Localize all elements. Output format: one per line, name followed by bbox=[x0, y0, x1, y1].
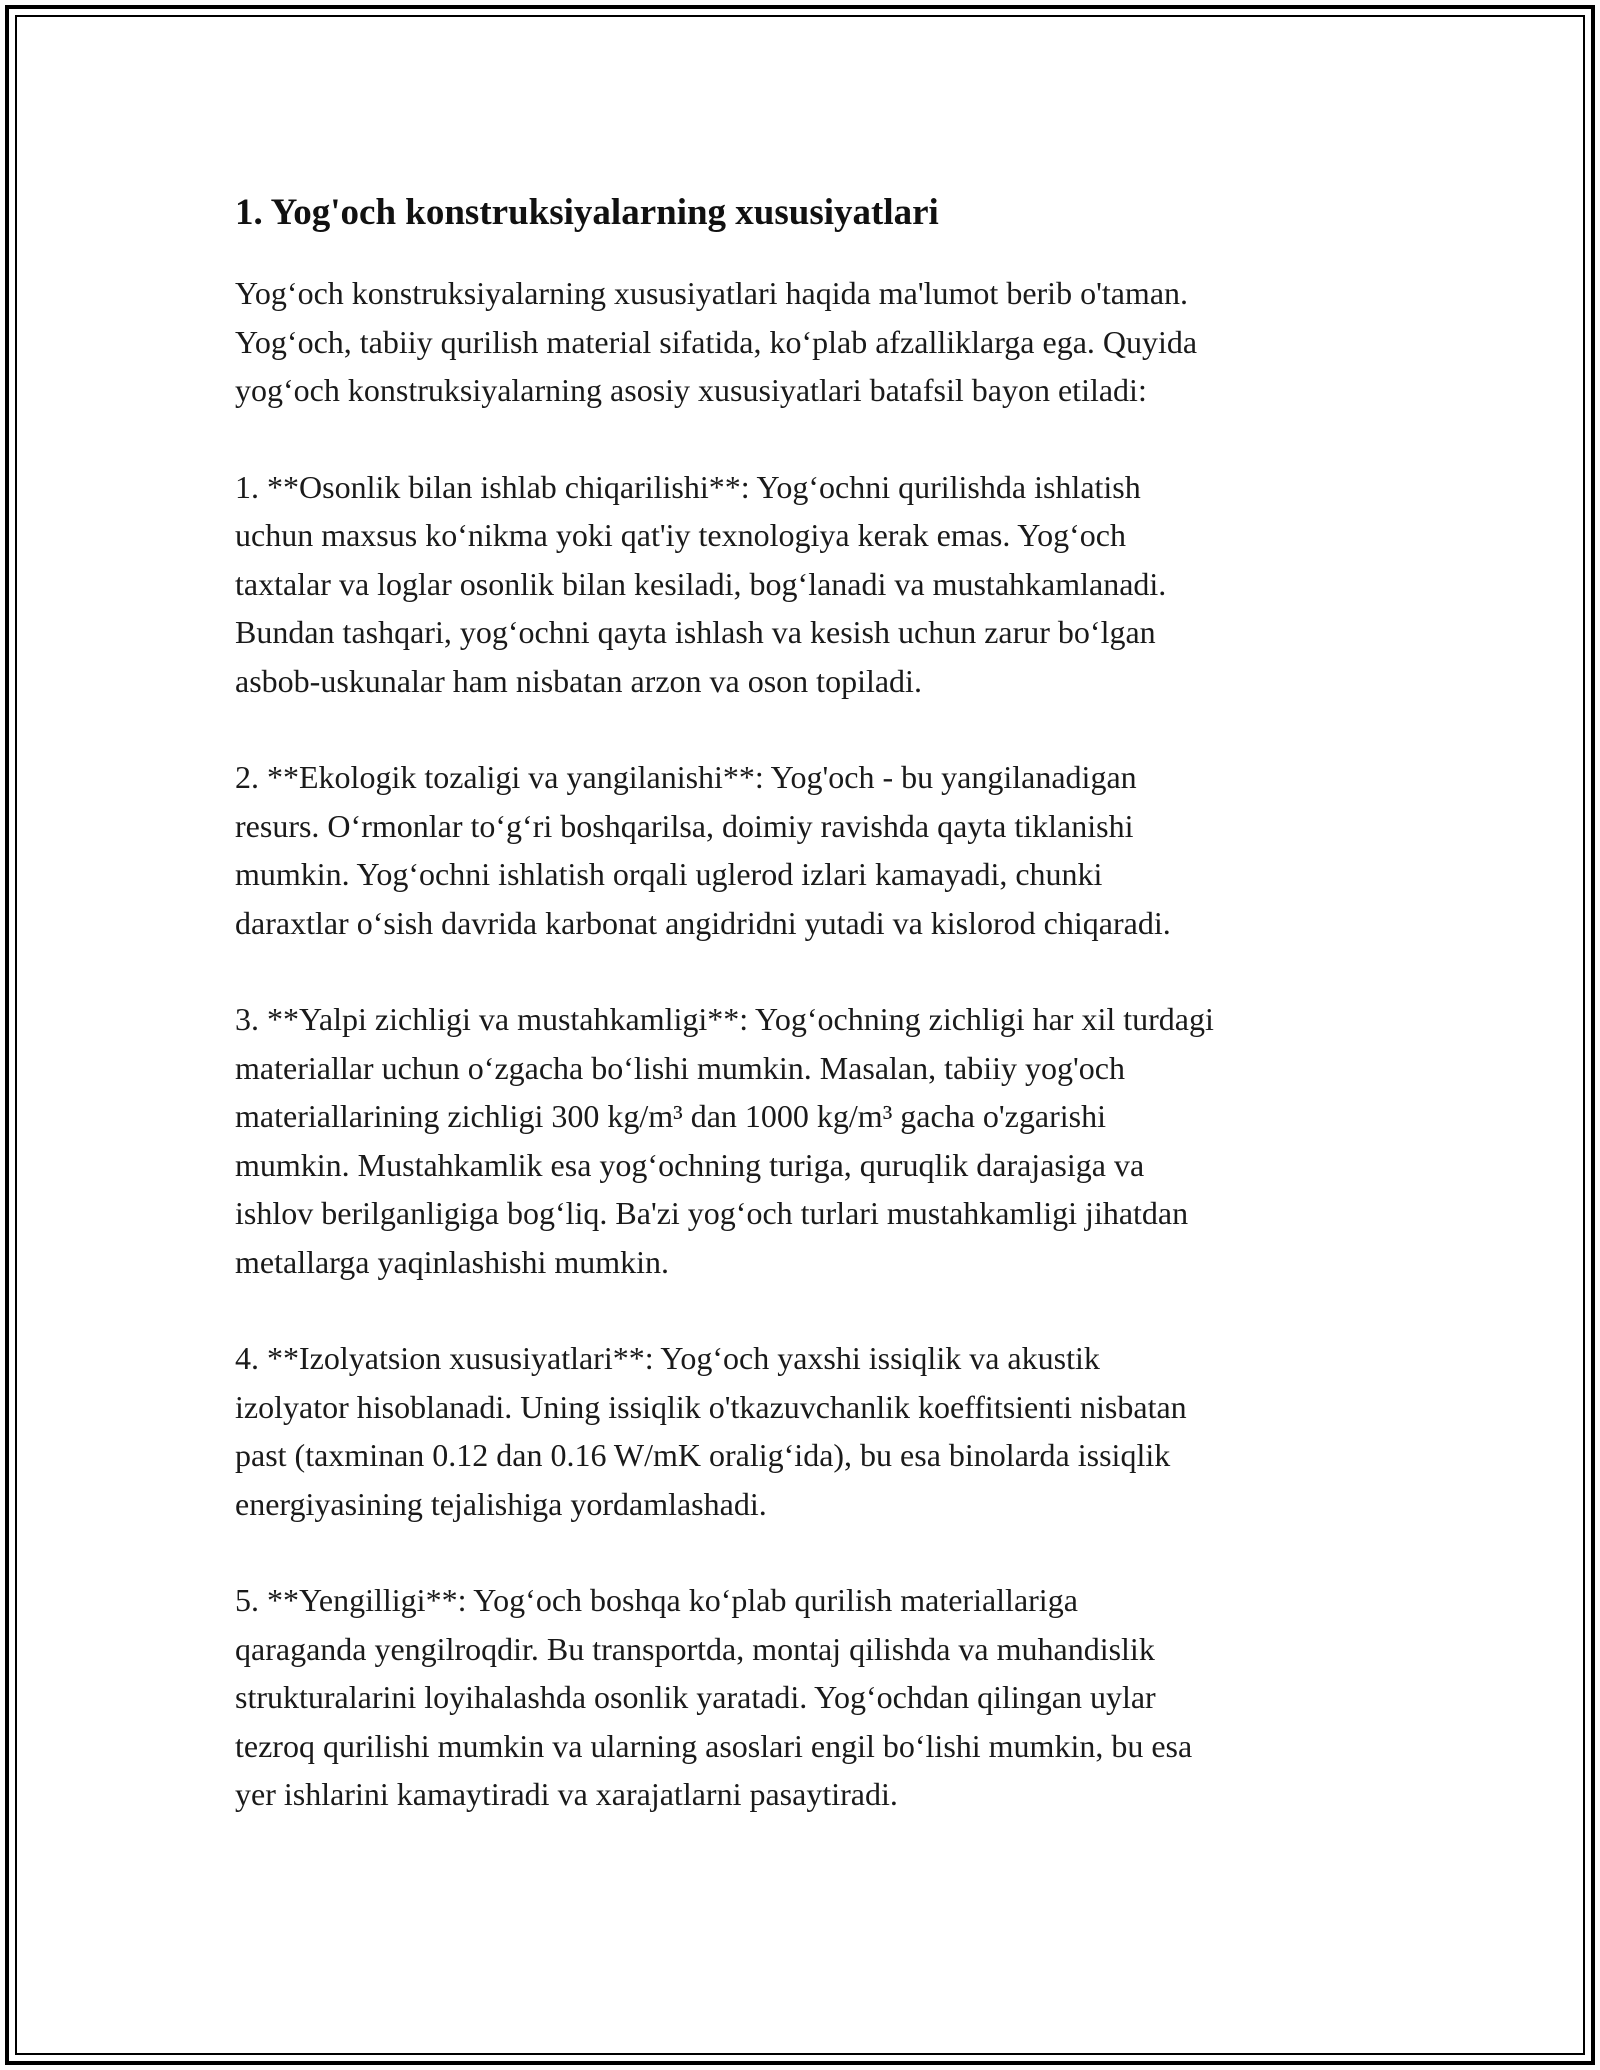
document-body bbox=[235, 187, 1375, 1819]
paragraph-2: 2. **Ekologik tozaligi va yangilanishi**: Yog'och - bu yangilanadigan resurs. O‘rmonlar to‘g‘ri boshqarilsa, doimiy ravishda qayta tiklanishi mumkin. Yog‘ochni ishlatish orqali uglerod izlari kamayadi, chunki daraxtlar o‘sish davrida karbonat angidridni yutadi va kislorod chiqaradi. bbox=[235, 759, 1171, 941]
document-title: 1. Yog'och konstruksiyalarning xususiyatlari bbox=[235, 192, 939, 233]
paragraph-3: 3. **Yalpi zichligi va mustahkamligi**: Yog‘ochning zichligi har xil turdagi materiallar uchun o‘zgacha bo‘lishi mumkin. Masalan, tabiiy yog'och materiallarining zichligi 300 kg/m³ dan 1000 kg/m³ gacha o'zgarishi mumkin. Mustahkamlik esa yog‘ochning turiga, quruqlik darajasiga va ishlov berilganligiga bog‘liq. Ba'zi yog‘och turlari mustahkamligi jihatdan metallarga yaqinlashishi mumkin. bbox=[235, 1001, 1214, 1280]
paragraph-4: 4. **Izolyatsion xususiyatlari**: Yog‘och yaxshi issiqlik va akustik izolyator hisoblanadi. Uning issiqlik o'tkazuvchanlik koeffitsienti nisbatan past (taxminan 0.12 dan 0.16 W/mK oralig‘ida), bu esa binolarda issiqlik energiyasining tejalishiga yordamlashadi. bbox=[235, 1340, 1187, 1522]
paragraph-5: 5. **Yengilligi**: Yog‘och boshqa ko‘plab qurilish materiallariga qaraganda yengilroqdir. Bu transportda, montaj qilishda va muhandislik strukturalarini loyihalashda osonlik yaratadi. Yog‘ochdan qilingan uylar tezroq qurilishi mumkin va ularning asoslari engil bo‘lishi mumkin, bu esa yer ishlarini kamaytiradi va xarajatlarni pasaytiradi. bbox=[235, 1582, 1193, 1812]
paragraph-1: 1. **Osonlik bilan ishlab chiqarilishi**: Yog‘ochni qurilishda ishlatish uchun maxsus ko‘nikma yoki qat'iy texnologiya kerak emas. Yog‘och taxtalar va loglar osonlik bilan kesiladi, bog‘lanadi va mustahkamlanadi. Bundan tashqari, yog‘ochni qayta ishlash va kesish uchun zarur bo‘lgan asbob-uskunalar ham nisbatan arzon va oson topiladi. bbox=[235, 468, 1167, 699]
intro-paragraph: Yog‘och konstruksiyalarning xususiyatlari haqida ma'lumot berib o'taman. Yog‘och, tabiiy qurilish material sifatida, ko‘plab afzalliklarga ega. Quyida yog‘och konstruksiyalarning asosiy xususiyatlari batafsil bayon etiladi: bbox=[235, 275, 1198, 408]
